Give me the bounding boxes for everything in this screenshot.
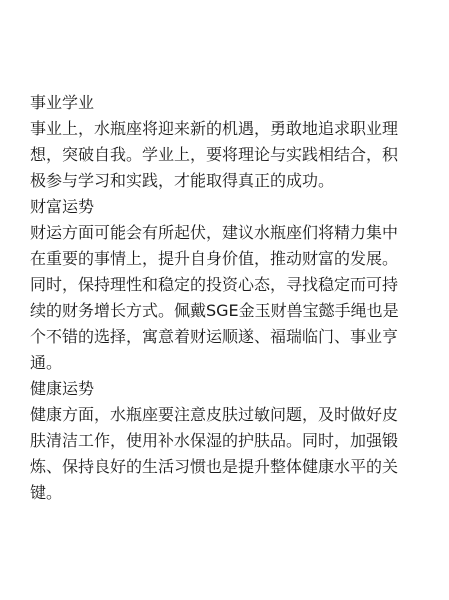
section-wealth	[30, 194, 425, 376]
section-body-career	[30, 116, 425, 194]
text-line: 财运方面可能会有所起伏，建议水瓶座们将精力集中	[30, 223, 399, 242]
article-content	[30, 90, 425, 506]
text-line: 在重要的事情上，提升自身价值，推动财富的发展。	[30, 249, 399, 268]
section-health	[30, 376, 425, 506]
text-line: 键。	[30, 483, 63, 502]
section-heading-career: 事业学业	[30, 93, 95, 112]
text-line: 通。	[30, 353, 63, 372]
section-body-wealth	[30, 220, 425, 376]
text-line: 事业上，水瓶座将迎来新的机遇，勇敢地追求职业理	[30, 119, 399, 138]
text-line: 肤清洁工作，使用补水保湿的护肤品。同时，加强锻	[30, 431, 399, 450]
text-line: 同时，保持理性和稳定的投资心态，寻找稳定而可持	[30, 275, 399, 294]
text-line: 极参与学习和实践，才能取得真正的成功。	[30, 171, 335, 190]
text-line: 续的财务增长方式。佩戴SGE金玉财兽宝懿手绳也是	[30, 301, 399, 320]
section-heading-health: 健康运势	[30, 379, 95, 398]
section-body-health	[30, 402, 425, 506]
text-line: 想，突破自我。学业上，要将理论与实践相结合，积	[30, 145, 399, 164]
section-career	[30, 90, 425, 194]
text-line: 健康方面，水瓶座要注意皮肤过敏问题，及时做好皮	[30, 405, 399, 424]
text-line: 炼、保持良好的生活习惯也是提升整体健康水平的关	[30, 457, 399, 476]
section-heading-wealth: 财富运势	[30, 197, 95, 216]
text-line: 个不错的选择，寓意着财运顺遂、福瑞临门、事业亨	[30, 327, 399, 346]
